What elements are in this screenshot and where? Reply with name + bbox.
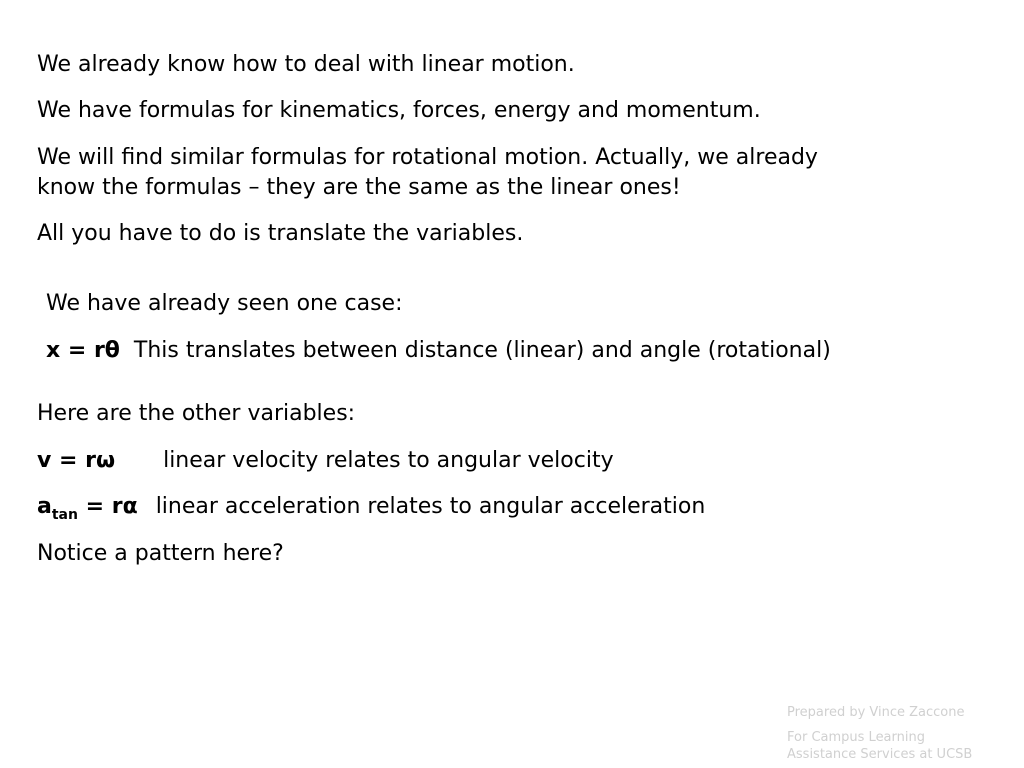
theta-description: This translates between distance (linear) and angle (rotational) <box>133 338 831 363</box>
closing-question: Notice a pattern here? <box>37 541 284 566</box>
footer-prepared-by: Prepared by Vince Zaccone <box>787 705 965 720</box>
theta-equation: x = rθ <box>46 338 120 363</box>
velocity-description: linear velocity relates to angular velocity <box>163 448 614 473</box>
footer-for-line-1: For Campus Learning <box>787 730 925 745</box>
seen-case-heading: We have already seen one case: <box>46 291 403 316</box>
intro-line-2: We have formulas for kinematics, forces, energy and momentum. <box>37 98 761 123</box>
intro-line-3b: know the formulas – they are the same as the linear ones! <box>37 175 681 200</box>
intro-line-3a: We will find similar formulas for rotational motion. Actually, we already <box>37 145 818 170</box>
intro-line-4: All you have to do is translate the variables. <box>37 221 524 246</box>
accel-equation: = rα <box>77 494 138 519</box>
velocity-row <box>37 446 614 476</box>
seen-case-row <box>46 336 831 366</box>
accel-symbol: a <box>37 494 52 519</box>
others-heading: Here are the other variables: <box>37 401 356 426</box>
accel-description: linear acceleration relates to angular acceleration <box>155 494 706 519</box>
velocity-equation: v = rω <box>37 448 116 473</box>
accel-subscript: tan <box>51 507 78 523</box>
footer-for-line-2: Assistance Services at UCSB <box>787 747 973 762</box>
intro-line-1: We already know how to deal with linear motion. <box>37 52 575 77</box>
acceleration-row <box>37 492 705 524</box>
